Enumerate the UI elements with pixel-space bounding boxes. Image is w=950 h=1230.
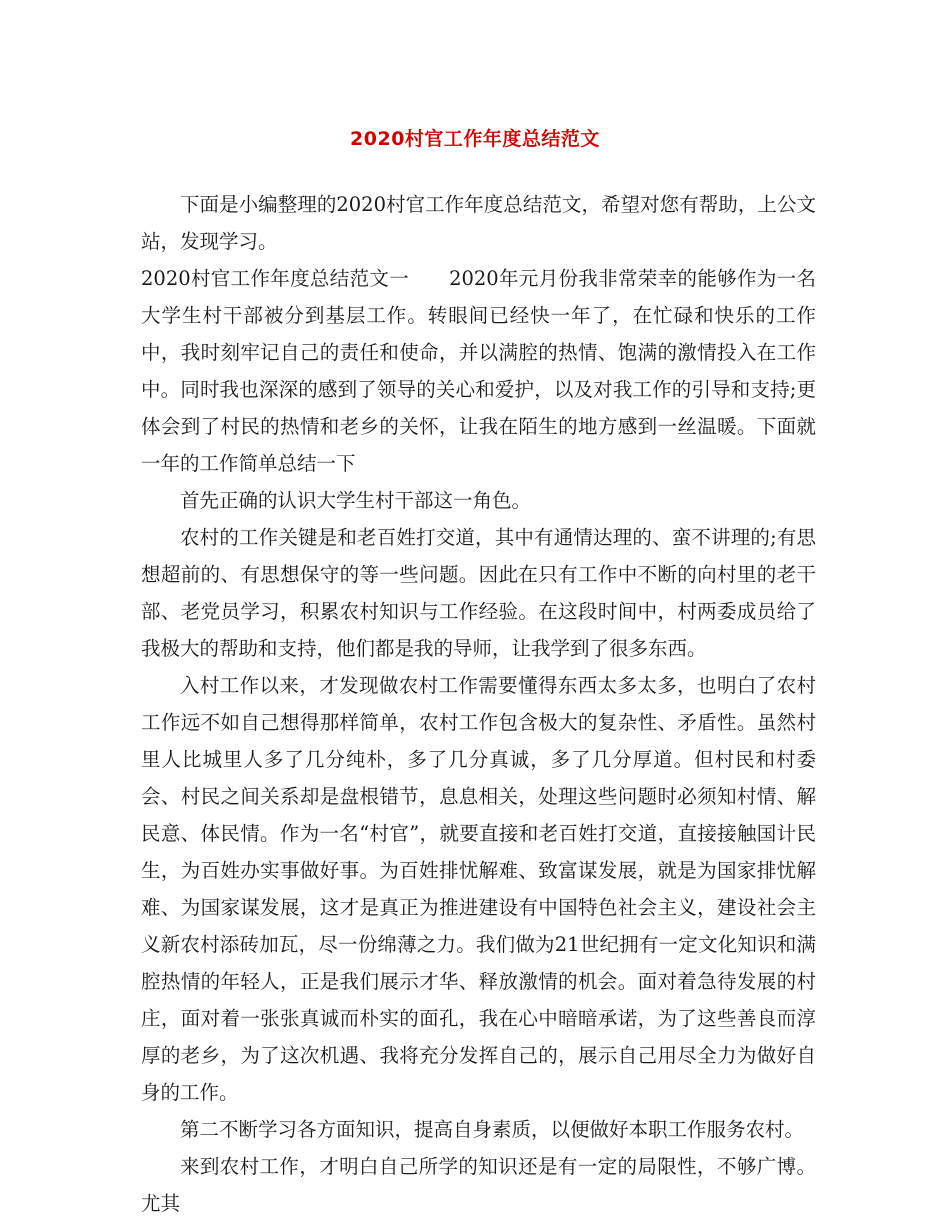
section-heading: 2020村官工作年度总结范文一 xyxy=(141,267,410,290)
intro-paragraph: 下面是小编整理的2020村官工作年度总结范文，希望对您有帮助，上公文站，发现学习。 xyxy=(141,193,816,253)
section-paragraph xyxy=(141,260,816,482)
document-title: 2020村官工作年度总结范文 xyxy=(350,128,600,150)
body-paragraph: 农村的工作关键是和老百姓打交道，其中有通情达理的、蛮不讲理的;有思想超前的、有思想保守的等一些问题。因此在只有工作中不断的向村里的老干部、老党员学习，积累农村知识与工作经验。在这段时间中，村两委成员给了我极大的帮助和支持，他们都是我的导师，让我学到了很多东西。 xyxy=(141,526,816,660)
section-opening-text: 2020年元月份我非常荣幸的能够作为一名大学生村干部被分到基层工作。转眼间已经快一年了，在忙碌和快乐的工作中，我时刻牢记自己的责任和使命，并以满腔的热情、饱满的激情投入在工作中。同时我也深深的感到了领导的关心和爱护，以及对我工作的引导和支持;更体会到了村民的热情和老乡的关怀，让我在陌生的地方感到一丝温暖。下面就一年的工作简单总结一下 xyxy=(141,267,816,475)
document-body xyxy=(141,186,816,1222)
body-paragraph: 入村工作以来，才发现做农村工作需要懂得东西太多太多，也明白了农村工作远不如自己想得那样简单，农村工作包含极大的复杂性、矛盾性。虽然村里人比城里人多了几分纯朴，多了几分真诚，多了几分厚道。但村民和村委会、村民之间关系却是盘根错节，息息相关，处理这些问题时必须知村情、解民意、体民情。作为一名“村官”，就要直接和老百姓打交道，直接接触国计民生，为百姓办实事做好事。为百姓排忧解难、致富谋发展，就是为国家排忧解难、为国家谋发展，这才是真正为推进建设有中国特色社会主义，建设社会主义新农村添砖加瓦，尽一份绵薄之力。我们做为21世纪拥有一定文化知识和满腔热情的年轻人，正是我们展示才华、释放激情的机会。面对着急待发展的村庄，面对着一张张真诚而朴实的面孔，我在心中暗暗承诺，为了这些善良而淳厚的老乡，为了这次机遇、我将充分发挥自己的，展示自己用尽全力为做好自身的工作。 xyxy=(141,674,816,1104)
body-paragraph: 来到农村工作，才明白自己所学的知识还是有一定的局限性，不够广博。尤其 xyxy=(141,1155,816,1215)
body-paragraph: 首先正确的认识大学生村干部这一角色。 xyxy=(180,489,532,512)
body-paragraph: 第二不断学习各方面知识，提高自身素质，以便做好本职工作服务农村。 xyxy=(180,1118,805,1141)
